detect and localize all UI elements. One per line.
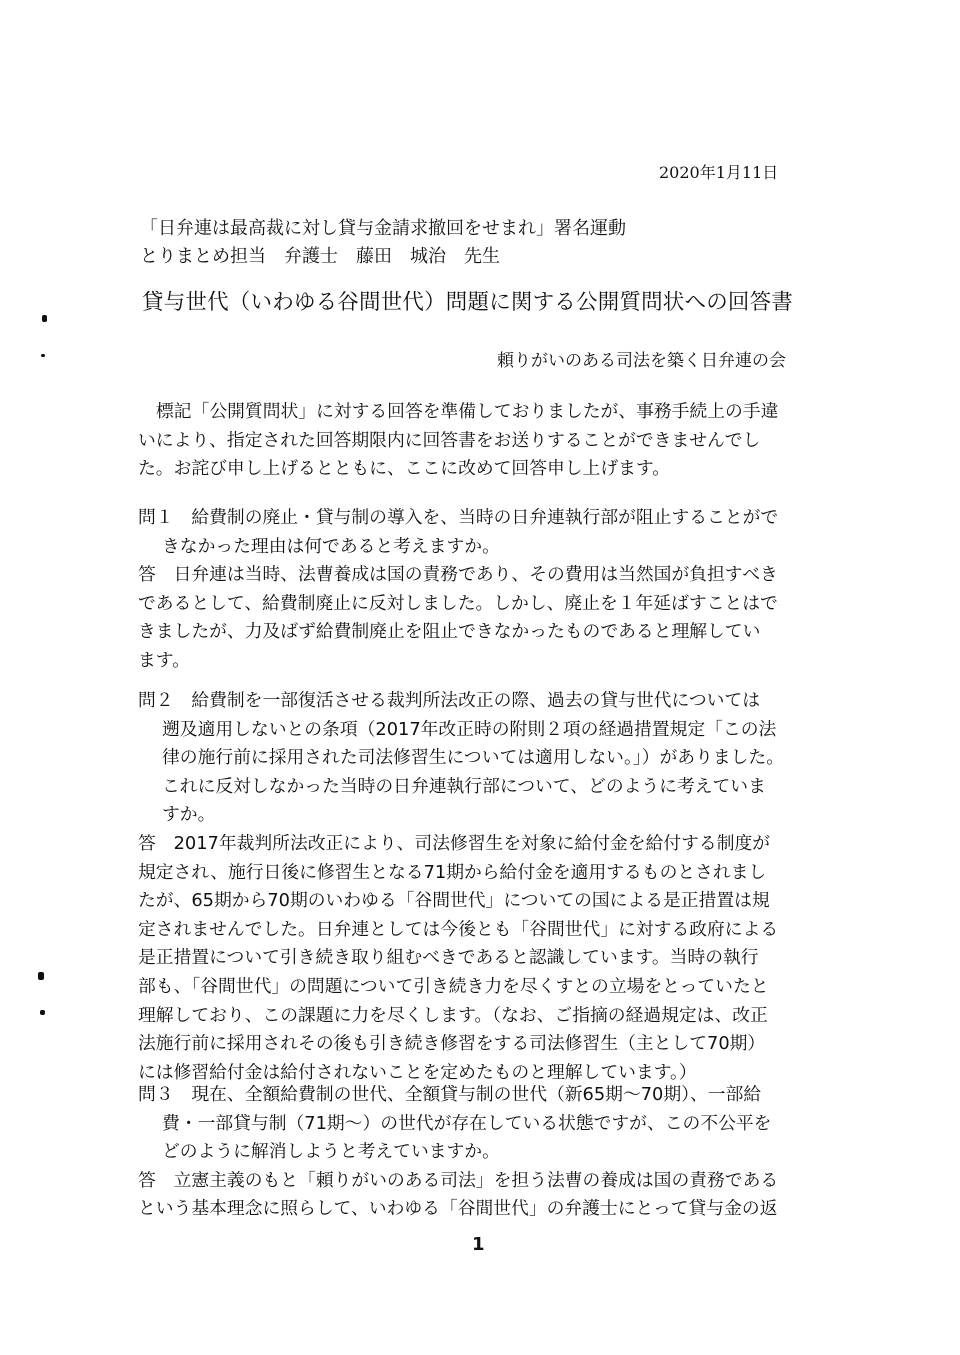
answer-line: 理解しており、この課題に力を尽くします。（なお、ご指摘の経過規定は、改正 (138, 1004, 768, 1026)
answer-line: 答 2017年裁判所法改正により、司法修習生を対象に給付金を給付する制度が (138, 832, 771, 854)
question-line: 律の施行前に採用された司法修習生については適用しない。」）がありました。 (162, 747, 784, 769)
question-line: どのように解消しようと考えていますか。 (162, 1141, 500, 1163)
question-line: これに反対しなかった当時の日弁連執行部について、どのように考えていま (162, 775, 766, 797)
question-line: 問１ 給費制の廃止・貸与制の導入を、当時の日弁連執行部が阻止することがで (138, 507, 779, 528)
q1-section (138, 504, 832, 676)
answer-line: 是正措置について引き続き取り組むべきであると認識しています。当時の執行 (138, 947, 759, 969)
answer-line: きましたが、力及ばず給費制廃止を阻止できなかったものであると理解してい (138, 621, 761, 643)
answer-line: 答 日弁連は当時、法曹養成は国の責務であり、その費用は当然国が負担すべき (138, 564, 778, 586)
text-line: た。お詫び申し上げるとともに、ここに改めて回答申し上げます。 (138, 458, 671, 480)
text-line: 標記「公開質問状」に対する回答を準備しておりましたが、事務手続上の手違 (156, 401, 779, 422)
scan-mark (38, 972, 44, 980)
question-line: 遡及適用しないとの条項（2017年改正時の附則２項の経過措置規定「この法 (162, 718, 777, 740)
question-line: 問３ 現在、全額給費制の世代、全額貸与制の世代（新65期〜70期）、一部給 (138, 1084, 762, 1105)
document-date: 2020年1月11日 (659, 163, 779, 182)
question-line: きなかった理由は何であると考えますか。 (162, 535, 500, 557)
answer-line: 法施行前に採用されその後も引き続き修習をする司法修習生（主として70期） (138, 1033, 766, 1055)
q3-section (138, 1081, 832, 1224)
question-line: すか。 (162, 804, 216, 826)
answer-line: たが、65期から70期のいわゆる「谷間世代」についての国による是正措置は規 (138, 890, 770, 912)
answer-line: ます。 (138, 649, 190, 671)
answer-line: には修習給付金は給付されないことを定めたものと理解しています。） (138, 1061, 697, 1083)
answer-line: 規定され、施行日後に修習生となる71期から給付金を適用するものとされまし (138, 861, 767, 883)
answer-line: 部も、「谷間世代」の問題について引き続き力を尽くすとの立場をとっていたと (138, 975, 769, 997)
answer-line: 定されませんでした。日弁連としては今後とも「谷間世代」に対する政府による (138, 918, 779, 940)
document-title: 貸与世代（いわゆる谷間世代）問題に関する公開質問状への回答書 (142, 290, 794, 315)
sender-organization: 頼りがいのある司法を築く日弁連の会 (497, 351, 786, 371)
scan-mark (40, 1010, 45, 1015)
text-line: いにより、指定された回答期限内に回答書をお送りすることができませんでし (138, 429, 761, 451)
page-number: 1 (472, 1234, 485, 1255)
addressee-person: とりまとめ担当 弁護士 藤田 城治 先生 (140, 246, 500, 267)
q2-section (138, 687, 832, 1087)
answer-line: という基本理念に照らして、いわゆる「谷間世代」の弁護士にとって貸与金の返 (138, 1198, 778, 1220)
answer-line: であるとして、給費制廃止に反対しました。しかし、廃止を１年延ばすことはで (138, 592, 778, 614)
answer-line: 答 立憲主義のもと「頼りがいのある司法」を担う法曹の養成は国の責務である (138, 1169, 779, 1191)
question-line: 費・一部貸与制（71期〜）の世代が存在している状態ですが、この不公平を (162, 1112, 772, 1134)
addressee-campaign: 「日弁連は最高裁に対し貸与金請求撤回をせまれ」署名運動 (140, 218, 626, 239)
intro-paragraph (138, 398, 832, 484)
question-line: 問２ 給費制を一部復活させる裁判所法改正の際、過去の貸与世代については (138, 690, 760, 711)
scan-mark (41, 354, 45, 357)
scan-mark (42, 315, 47, 322)
